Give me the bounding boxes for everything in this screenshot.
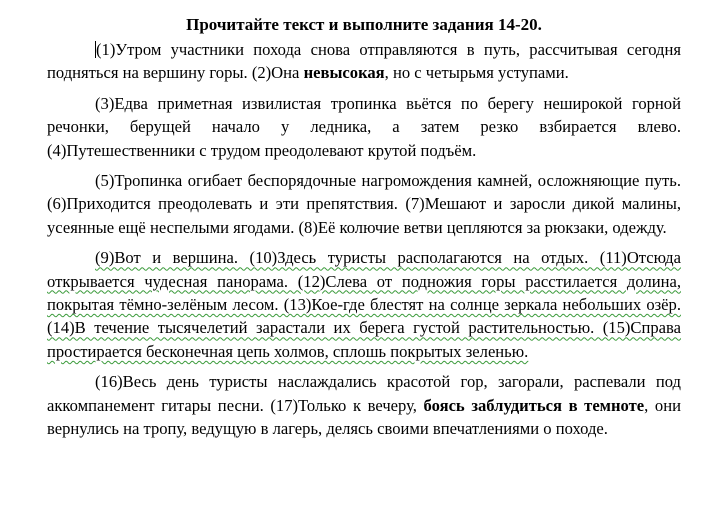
paragraph-1-text-b: , но с четырьмя уступами. xyxy=(384,63,569,83)
paragraph-5-text-a: (16)Весь день туристы наслаждались красотой гор, загорали, распевали под аккомпанемент гитары песни. (17)Только к вечеру, xyxy=(47,372,681,415)
page-title: Прочитайте текст и выполните задания 14-20. xyxy=(186,15,542,34)
paragraph-2[interactable] xyxy=(47,92,681,162)
paragraph-1-bold: невысокая xyxy=(303,63,385,83)
paragraph-5-text-b: , они вернулись на тропу, ведущую в лагерь, делясь своими впечатлениями о походе. xyxy=(47,395,681,439)
document-page xyxy=(47,14,681,441)
paragraph-5-bold: боясь заблудиться в темноте xyxy=(423,395,645,415)
paragraph-1[interactable] xyxy=(47,38,681,85)
paragraph-5[interactable] xyxy=(47,370,681,440)
paragraph-2-text: (3)Едва приметная извилистая тропинка вьётся по берегу неширокой горной речонки, берущей начало у ледника, а затем резко взбирается влево. (4)Путешественники с трудом преодолевают крутой подъём. xyxy=(47,93,681,160)
paragraph-3[interactable] xyxy=(47,169,681,239)
paragraph-1-text-a: (1)Утром участники похода снова отправляются в путь, рассчитывая сегодня подняться на вершину горы. (2)Она xyxy=(47,40,681,83)
paragraph-4[interactable] xyxy=(47,246,681,363)
paragraph-4-text-grammar-marked: (9)Вот и вершина. (10)Здесь туристы располагаются на отдых. (11)Отсюда открывается чудесная панорама. (12)Слева от подножия горы расстилается долина, покрытая тёмно-зелёным лесом. (13)Кое-где блестят на солнце зеркала небольших озёр. (14)В течение тысячелетий зарастали их берега густой растительностью. (15)Справа простирается бесконечная цепь холмов, сплошь покрытых зеленью. xyxy=(47,248,681,361)
paragraph-3-text: (5)Тропинка огибает беспорядочные нагромождения камней, осложняющие путь. (6)Приходится преодолевать и эти препятствия. (7)Мешают и заросли дикой малины, усеянные ещё неспелыми ягодами. (8)Её колючие ветви цепляются за рюкзаки, одежду. xyxy=(47,171,681,237)
